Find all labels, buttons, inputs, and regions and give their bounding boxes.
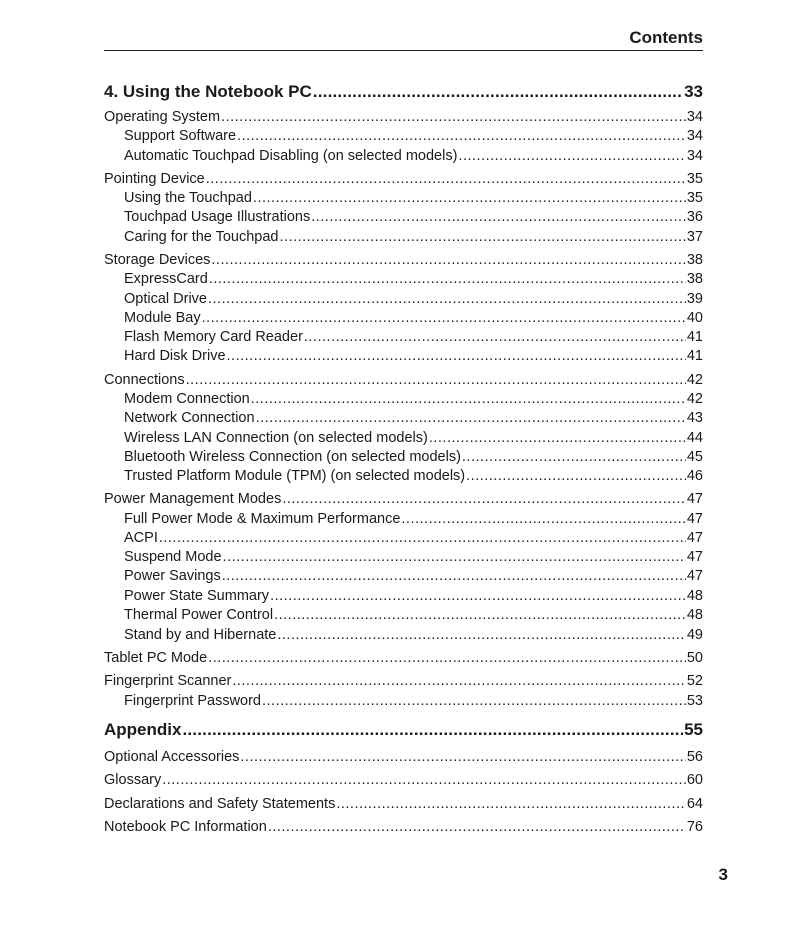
dot-leader [209,270,686,288]
toc-entry-page-number: 47 [686,568,703,584]
toc-section-entry[interactable] [104,251,703,269]
dot-leader [251,390,686,408]
toc-entry-page-number: 37 [686,229,703,245]
toc-entry-page-number: 48 [686,588,703,604]
toc-entry-title: ExpressCard [124,271,208,287]
toc-entry-title: Power Management Modes [104,491,282,507]
toc-entry-page-number: 38 [686,271,703,287]
toc-subsection-entry[interactable] [124,270,703,288]
toc-entry-page-number: 50 [686,650,703,666]
toc-chapter-entry[interactable] [104,81,703,103]
toc-entry-page-number: 52 [686,673,703,689]
toc-subsection-entry[interactable] [124,147,703,165]
dot-leader [458,147,685,165]
toc-entry-page-number: 43 [686,410,703,426]
dot-leader [262,692,686,710]
toc-entry-page-number: 34 [686,148,703,164]
toc-subsection-entry[interactable] [124,448,703,466]
table-of-contents [104,0,703,951]
dot-leader [282,490,686,508]
toc-entry-title: Full Power Mode & Maximum Performance [124,511,401,527]
dot-leader [304,328,686,346]
toc-entry-title: Trusted Platform Module (TPM) (on selected models) [124,468,466,484]
dot-leader [202,309,686,327]
toc-subsection-entry[interactable] [124,208,703,226]
toc-entry-page-number: 55 [684,720,703,739]
toc-section-entry[interactable] [104,649,703,667]
toc-entry-page-number: 53 [686,693,703,709]
toc-entry-title: 4. Using the Notebook PC [104,82,312,101]
toc-entry-page-number: 45 [686,449,703,465]
page-number: 3 [718,865,728,884]
dot-leader [240,748,685,766]
toc-entry-page-number: 34 [686,128,703,144]
toc-section-entry[interactable] [104,371,703,389]
toc-entry-page-number: 76 [686,819,703,835]
toc-entry-page-number: 47 [686,530,703,546]
toc-entry-page-number: 42 [686,391,703,407]
dot-leader [208,290,686,308]
toc-entry-page-number: 41 [686,348,703,364]
toc-entry-page-number: 60 [686,772,703,788]
toc-subsection-entry[interactable] [124,409,703,427]
toc-entry-title: Stand by and Hibernate [124,627,277,643]
toc-entry-page-number: 49 [686,627,703,643]
toc-entry-title: Pointing Device [104,171,205,187]
dot-leader [211,251,685,269]
toc-subsection-entry[interactable] [124,309,703,327]
toc-section-entry[interactable] [104,748,703,766]
toc-subsection-entry[interactable] [124,587,703,605]
toc-entry-title: Touchpad Usage Illustrations [124,209,311,225]
dot-leader [221,108,686,126]
dot-leader [466,467,686,485]
dot-leader [206,170,686,188]
dot-leader [256,409,686,427]
toc-entry-page-number: 40 [686,310,703,326]
dot-leader [336,795,686,813]
toc-section-entry[interactable] [104,108,703,126]
toc-section-entry[interactable] [104,795,703,813]
toc-entry-page-number: 56 [686,749,703,765]
toc-entry-title: Caring for the Touchpad [124,229,279,245]
toc-entry-title: Connections [104,372,185,388]
toc-subsection-entry[interactable] [124,228,703,246]
toc-entry-title: Module Bay [124,310,201,326]
toc-entry-title: Optional Accessories [104,749,240,765]
toc-subsection-entry[interactable] [124,626,703,644]
dot-leader [462,448,686,466]
toc-entry-title: Flash Memory Card Reader [124,329,303,345]
toc-entry-title: Hard Disk Drive [124,348,226,364]
toc-entry-title: Bluetooth Wireless Connection (on selected models) [124,449,461,465]
toc-subsection-entry[interactable] [124,529,703,547]
dot-leader [277,626,686,644]
toc-subsection-entry[interactable] [124,467,703,485]
header-title: Contents [629,28,703,47]
toc-entry-page-number: 44 [686,430,703,446]
toc-entry-title: ACPI [124,530,158,546]
toc-section-entry[interactable] [104,170,703,188]
toc-entry-page-number: 47 [686,549,703,565]
dot-leader [159,529,686,547]
toc-subsection-entry[interactable] [124,692,703,710]
toc-entry-title: Fingerprint Password [124,693,261,709]
toc-entry-title: Suspend Mode [124,549,222,565]
toc-chapter-entry[interactable] [104,719,703,741]
toc-entry-title: Storage Devices [104,252,211,268]
toc-subsection-entry[interactable] [124,390,703,408]
toc-entry-title: Automatic Touchpad Disabling (on selected models) [124,148,458,164]
dot-leader [429,429,686,447]
dot-leader [227,347,686,365]
dot-leader [182,719,683,741]
dot-leader [268,818,686,836]
toc-entry-page-number: 46 [686,468,703,484]
toc-section-entry[interactable] [104,771,703,789]
toc-entry-title: Power Savings [124,568,221,584]
toc-entry-page-number: 33 [684,82,703,101]
toc-entry-page-number: 47 [686,511,703,527]
toc-entry-page-number: 64 [686,796,703,812]
toc-entry-page-number: 39 [686,291,703,307]
dot-leader [162,771,686,789]
dot-leader [232,672,686,690]
dot-leader [253,189,686,207]
toc-entry-title: Modem Connection [124,391,250,407]
dot-leader [401,510,685,528]
toc-entry-page-number: 36 [686,209,703,225]
dot-leader [222,567,686,585]
toc-entry-page-number: 41 [686,329,703,345]
toc-section-entry[interactable] [104,490,703,508]
toc-entry-title: Wireless LAN Connection (on selected models) [124,430,428,446]
toc-subsection-entry[interactable] [124,567,703,585]
toc-subsection-entry[interactable] [124,127,703,145]
toc-entry-title: Support Software [124,128,237,144]
dot-leader [223,548,686,566]
toc-entry-title: Glossary [104,772,162,788]
toc-section-entry[interactable] [104,672,703,690]
toc-entry-page-number: 34 [686,109,703,125]
toc-entry-page-number: 48 [686,607,703,623]
toc-entry-title: Operating System [104,109,221,125]
toc-subsection-entry[interactable] [124,510,703,528]
toc-entry-title: Notebook PC Information [104,819,267,835]
toc-entry-title: Power State Summary [124,588,270,604]
toc-entry-title: Network Connection [124,410,255,426]
toc-entry-page-number: 47 [686,491,703,507]
toc-subsection-entry[interactable] [124,347,703,365]
dot-leader [274,606,686,624]
toc-subsection-entry[interactable] [124,429,703,447]
toc-entry-title: Thermal Power Control [124,607,274,623]
dot-leader [311,208,686,226]
dot-leader [313,81,683,103]
toc-entry-title: Declarations and Safety Statements [104,796,336,812]
toc-subsection-entry[interactable] [124,548,703,566]
dot-leader [208,649,686,667]
toc-entry-page-number: 42 [686,372,703,388]
dot-leader [280,228,686,246]
toc-entry-title: Using the Touchpad [124,190,252,206]
toc-entry-title: Fingerprint Scanner [104,673,232,689]
toc-subsection-entry[interactable] [124,606,703,624]
toc-subsection-entry[interactable] [124,290,703,308]
dot-leader [186,371,686,389]
toc-entry-title: Optical Drive [124,291,207,307]
toc-section-entry[interactable] [104,818,703,836]
toc-entry-page-number: 35 [686,171,703,187]
toc-subsection-entry[interactable] [124,189,703,207]
toc-entry-title: Tablet PC Mode [104,650,208,666]
toc-entry-page-number: 38 [686,252,703,268]
dot-leader [270,587,686,605]
toc-subsection-entry[interactable] [124,328,703,346]
toc-entry-title: Appendix [104,720,182,739]
dot-leader [237,127,686,145]
toc-entry-page-number: 35 [686,190,703,206]
